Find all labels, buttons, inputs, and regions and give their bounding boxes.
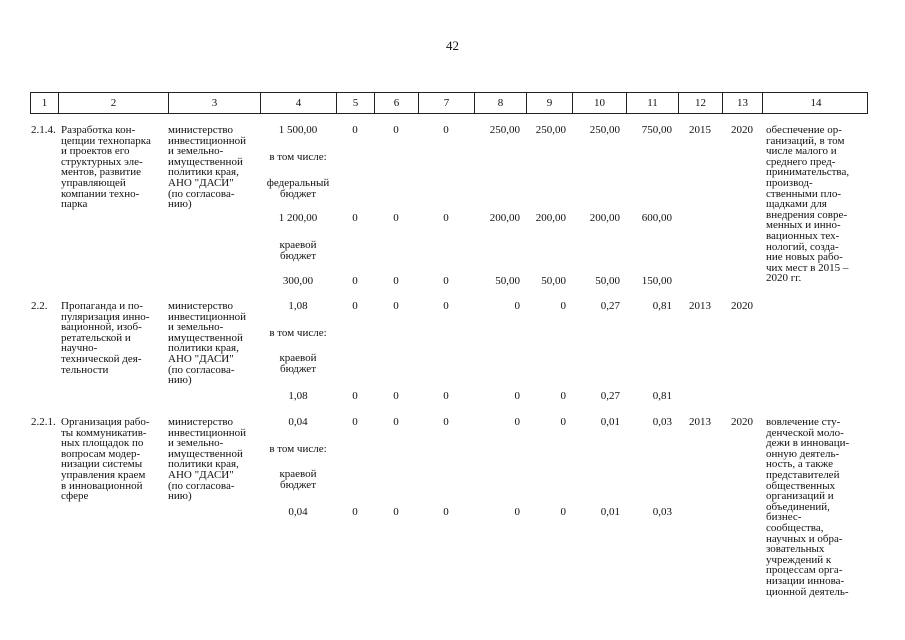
executor-text: инвестиционной <box>168 426 247 439</box>
executor-text: имущественной <box>168 447 243 460</box>
measure-name: Разработка кон- <box>61 124 136 136</box>
header-cell-10: 10 <box>573 93 627 113</box>
expected-result: щадками для <box>766 198 827 211</box>
end-year: 2020 <box>731 300 753 312</box>
value-cell: 250,00 <box>535 124 566 136</box>
budget-label: бюджет <box>280 249 316 262</box>
measure-name: пуляризация инно- <box>61 310 150 323</box>
executor-text: АНО "ДАСИ" <box>168 177 234 189</box>
value-cell: 300,00 <box>282 275 314 287</box>
expected-result: нологий, созда- <box>766 240 839 253</box>
value-cell: 0 <box>514 300 520 312</box>
value-cell: 0 <box>352 506 358 518</box>
executor-text: (по согласова- <box>168 187 235 200</box>
measure-name: ретательской и <box>61 331 131 344</box>
executor-text: (по согласова- <box>168 479 235 492</box>
value-cell: 0 <box>443 416 449 428</box>
value-cell: 0 <box>352 275 358 287</box>
value-cell: 0 <box>560 416 566 428</box>
value-cell: 0,27 <box>600 300 620 312</box>
value-cell: 50,00 <box>541 275 566 287</box>
header-cell-1: 1 <box>31 93 59 113</box>
measure-name: технической дея- <box>61 353 142 365</box>
executor-text: имущественной <box>168 331 243 344</box>
value-cell: 200,00 <box>535 212 566 224</box>
expected-result: внедрения совре- <box>766 208 848 221</box>
measure-name: низации системы <box>61 458 143 471</box>
executor-text: министерство <box>168 124 234 136</box>
value-cell: 600,00 <box>641 212 672 224</box>
value-cell: 0 <box>393 212 399 224</box>
value-cell: 0,27 <box>600 390 620 402</box>
measure-name: парка <box>61 198 88 211</box>
expected-result: дежи в инноваци- <box>766 437 850 450</box>
value-cell: 0,01 <box>600 416 620 428</box>
value-cell: 150,00 <box>641 275 672 287</box>
value-cell: 1 500,00 <box>278 124 318 136</box>
including-label: в том числе: <box>269 151 327 163</box>
value-cell: 0 <box>352 390 358 402</box>
budget-label: краевой <box>279 468 317 480</box>
value-cell: 0 <box>352 212 358 224</box>
measure-name: управления краем <box>61 469 146 481</box>
value-cell: 0 <box>443 300 449 312</box>
measure-name: Пропаганда и по- <box>61 300 143 312</box>
executor-text: политики края, <box>168 458 239 471</box>
expected-result: общественных <box>766 479 836 492</box>
start-year: 2013 <box>689 416 711 428</box>
expected-result: принимательства, <box>766 166 850 179</box>
expected-result: объединений, <box>766 500 830 513</box>
row-id: 2.2. <box>31 300 48 312</box>
budget-label: бюджет <box>280 362 316 375</box>
measure-name: вопросам модер- <box>61 447 141 460</box>
budget-label: бюджет <box>280 478 316 491</box>
header-cell-4: 4 <box>261 93 337 113</box>
value-cell: 0,01 <box>600 506 620 518</box>
expected-result: менных и инно- <box>766 219 841 232</box>
end-year: 2020 <box>731 124 753 136</box>
value-cell: 0 <box>352 416 358 428</box>
executor-text: министерство <box>168 300 234 312</box>
measure-name: ных площадок по <box>61 437 144 450</box>
expected-result: учреждений к <box>766 553 832 566</box>
executor-text: министерство <box>168 416 234 428</box>
budget-label: федеральный <box>266 177 330 189</box>
table-header-row <box>30 92 868 114</box>
expected-result: ственными пло- <box>766 187 842 200</box>
measure-name: и проектов его <box>61 145 130 158</box>
measure-name: сфере <box>61 490 89 503</box>
value-cell: 50,00 <box>495 275 520 287</box>
value-cell: 0 <box>443 506 449 518</box>
measure-name: ментов, развитие <box>61 166 141 179</box>
value-cell: 0 <box>560 300 566 312</box>
expected-result: числе малого и <box>766 145 837 158</box>
value-cell: 1,08 <box>288 390 308 402</box>
value-cell: 0 <box>514 390 520 402</box>
executor-text: политики края, <box>168 166 239 179</box>
executor-text: имущественной <box>168 155 243 168</box>
measure-name: ты коммуникатив- <box>61 426 147 439</box>
value-cell: 0 <box>443 390 449 402</box>
executor-text: АНО "ДАСИ" <box>168 469 234 481</box>
expected-result: вационных тех- <box>766 230 840 242</box>
value-cell: 50,00 <box>595 275 620 287</box>
measure-name: управляющей <box>61 177 126 189</box>
expected-result: чих мест в 2015 – <box>766 261 849 274</box>
start-year: 2015 <box>689 124 711 136</box>
value-cell: 0 <box>443 124 449 136</box>
value-cell: 0 <box>393 390 399 402</box>
value-cell: 250,00 <box>589 124 620 136</box>
value-cell: 0 <box>560 390 566 402</box>
header-cell-7: 7 <box>419 93 475 113</box>
executor-text: и земельно- <box>168 145 224 158</box>
executor-text: и земельно- <box>168 321 224 334</box>
value-cell: 1,08 <box>288 300 308 312</box>
header-cell-9: 9 <box>527 93 573 113</box>
measure-name: в инновационной <box>61 479 143 492</box>
row-id: 2.2.1. <box>31 416 56 428</box>
measure-name: научно- <box>61 342 98 355</box>
executor-text: политики края, <box>168 342 239 355</box>
executor-text: и земельно- <box>168 437 224 450</box>
page-number: 42 <box>446 38 459 53</box>
value-cell: 0,04 <box>288 416 308 428</box>
executor-text: нию) <box>168 198 192 211</box>
including-label: в том числе: <box>269 443 327 455</box>
start-year: 2013 <box>689 300 711 312</box>
expected-result: научных и обра- <box>766 532 843 545</box>
header-cell-6: 6 <box>375 93 419 113</box>
expected-result: вовлечение сту- <box>766 416 841 428</box>
expected-result: процессам орга- <box>766 564 843 577</box>
value-cell: 0 <box>393 416 399 428</box>
expected-result: низации иннова- <box>766 575 845 587</box>
executor-text: нию) <box>168 490 192 503</box>
end-year: 2020 <box>731 416 753 428</box>
expected-result: денческой моло- <box>766 426 844 439</box>
header-cell-5: 5 <box>337 93 375 113</box>
value-cell: 0 <box>352 300 358 312</box>
value-cell: 0 <box>393 275 399 287</box>
value-cell: 0 <box>352 124 358 136</box>
value-cell: 1 200,00 <box>278 212 318 224</box>
value-cell: 0,81 <box>652 300 672 312</box>
expected-result: ние новых рабо- <box>766 251 843 264</box>
expected-result: ганизаций, в том <box>766 134 845 147</box>
header-cell-3: 3 <box>169 93 261 113</box>
header-cell-13: 13 <box>723 93 763 113</box>
expected-result: организаций и <box>766 490 834 503</box>
expected-result: онную деятель- <box>766 447 840 460</box>
expected-result: представителей <box>766 469 840 481</box>
header-cell-2: 2 <box>59 93 169 113</box>
measure-name: Организация рабо- <box>61 416 150 428</box>
executor-text: (по согласова- <box>168 363 235 376</box>
header-cell-8: 8 <box>475 93 527 113</box>
expected-result: зовательных <box>766 543 825 556</box>
value-cell: 0 <box>393 300 399 312</box>
header-cell-12: 12 <box>679 93 723 113</box>
value-cell: 0,04 <box>288 506 308 518</box>
value-cell: 0 <box>443 275 449 287</box>
value-cell: 0,81 <box>652 390 672 402</box>
expected-result: сообщества, <box>766 522 824 534</box>
expected-result: ность, а также <box>766 458 834 471</box>
budget-label: краевой <box>279 239 317 251</box>
value-cell: 0 <box>560 506 566 518</box>
value-cell: 0 <box>514 506 520 518</box>
expected-result: 2020 гг. <box>766 272 802 285</box>
value-cell: 0,03 <box>652 416 672 428</box>
value-cell: 200,00 <box>589 212 620 224</box>
including-label: в том числе: <box>269 327 327 339</box>
measure-name: структурных эле- <box>61 155 143 168</box>
measure-name: цепции технопарка <box>61 134 151 147</box>
executor-text: инвестиционной <box>168 310 247 323</box>
value-cell: 250,00 <box>489 124 520 136</box>
value-cell: 0 <box>443 212 449 224</box>
expected-result: бизнес- <box>766 511 802 524</box>
measure-name: компании техно- <box>61 187 140 200</box>
expected-result: среднего пред- <box>766 155 836 168</box>
budget-label: бюджет <box>280 187 316 200</box>
value-cell: 750,00 <box>641 124 672 136</box>
budget-label: краевой <box>279 352 317 364</box>
expected-result: ционной деятель- <box>766 585 849 598</box>
executor-text: АНО "ДАСИ" <box>168 353 234 365</box>
measure-name: тельности <box>61 363 109 376</box>
executor-text: инвестиционной <box>168 134 247 147</box>
value-cell: 200,00 <box>489 212 520 224</box>
value-cell: 0 <box>393 124 399 136</box>
header-cell-11: 11 <box>627 93 679 113</box>
value-cell: 0,03 <box>652 506 672 518</box>
value-cell: 0 <box>393 506 399 518</box>
expected-result: производ- <box>766 177 813 189</box>
executor-text: нию) <box>168 374 192 387</box>
header-cell-14: 14 <box>810 97 822 109</box>
expected-result: обеспечение ор- <box>766 124 842 136</box>
row-id: 2.1.4. <box>31 124 56 136</box>
value-cell: 0 <box>514 416 520 428</box>
measure-name: вационной, изоб- <box>61 321 142 334</box>
